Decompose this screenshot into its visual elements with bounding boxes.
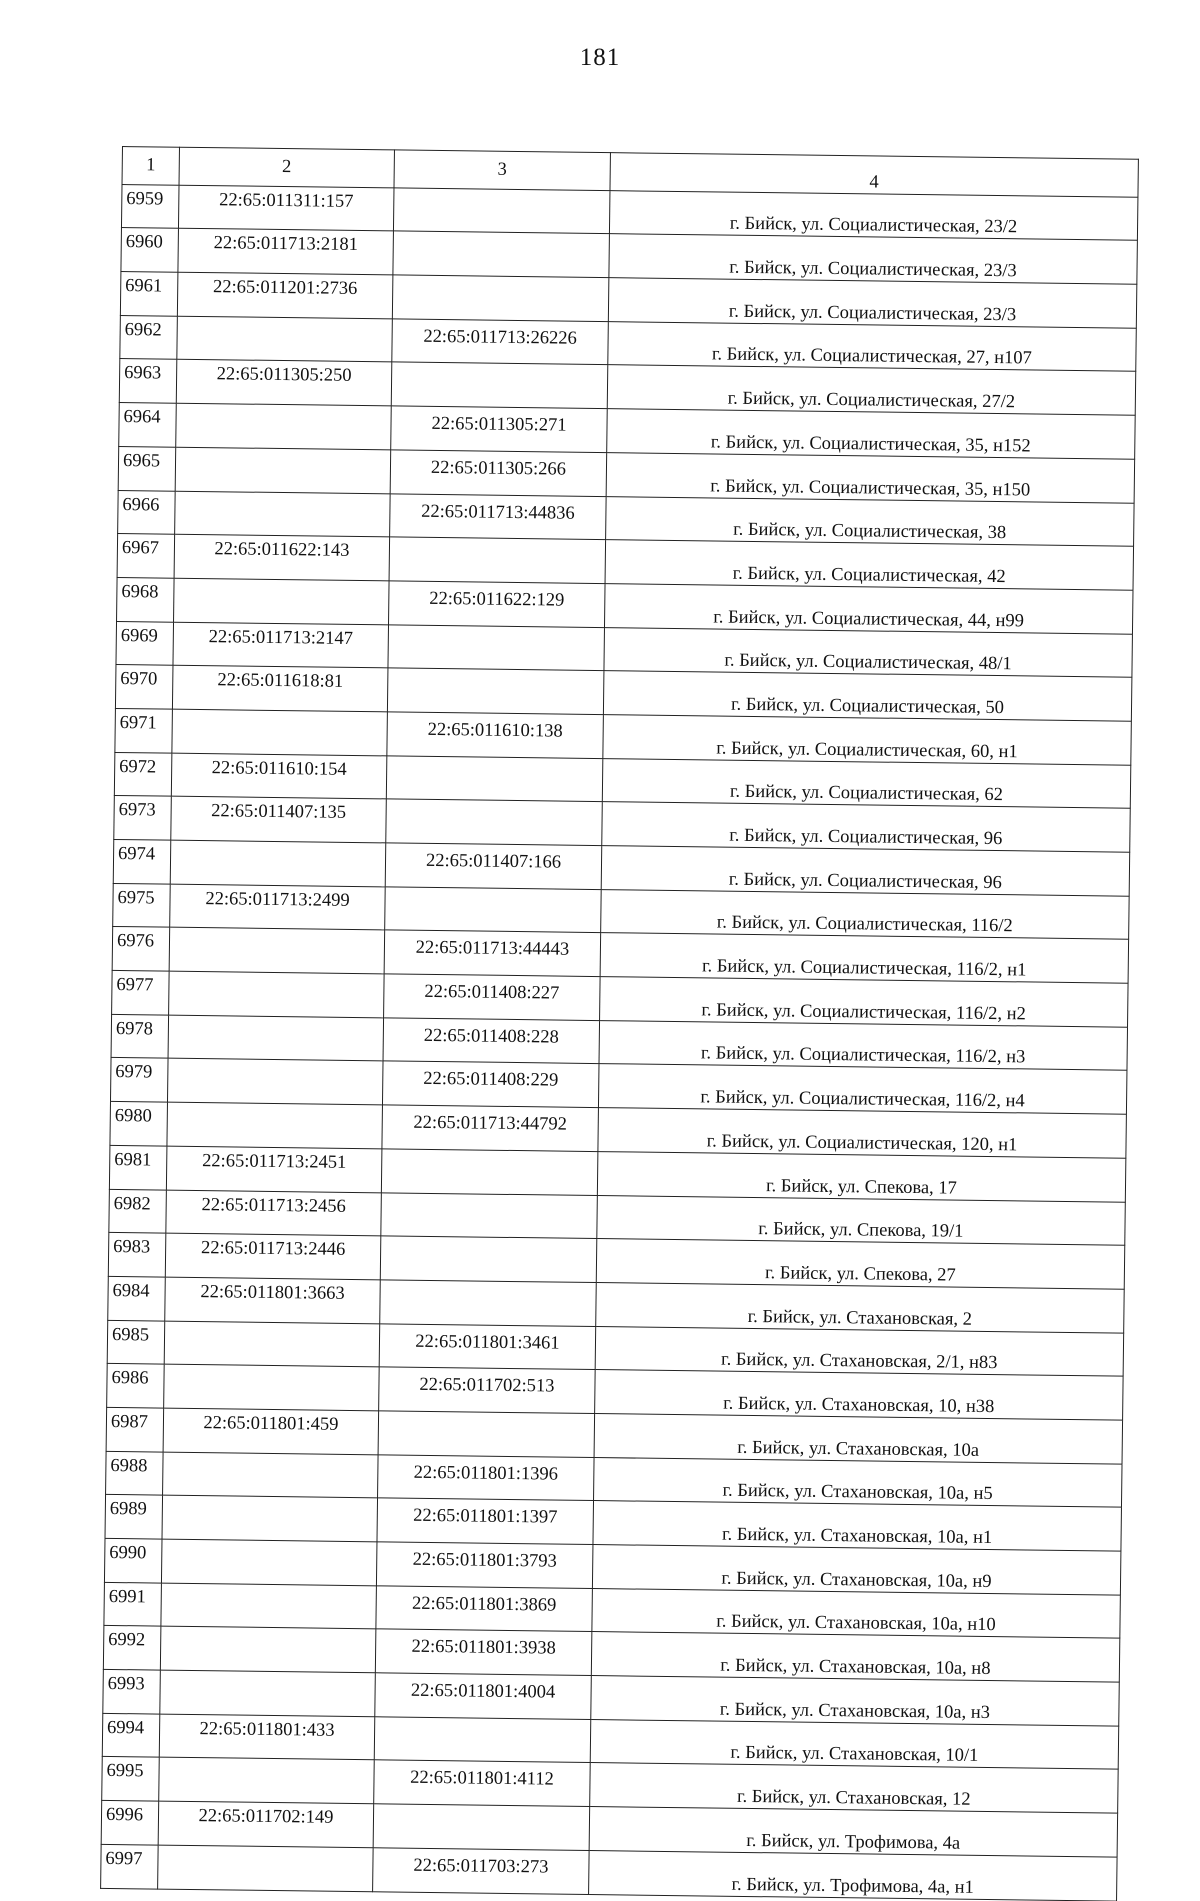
cadastral-number-col2 (170, 840, 386, 886)
cadastral-number-col3 (381, 1192, 598, 1238)
address: г. Бийск, ул. Стахановская, 10, н38 (595, 1370, 1124, 1420)
row-number: 6959 (121, 184, 179, 228)
address: г. Бийск, ул. Стахановская, 10а, н9 (592, 1545, 1121, 1595)
row-number: 6992 (103, 1626, 161, 1670)
row-number: 6979 (110, 1058, 168, 1102)
row-number: 6983 (108, 1233, 166, 1277)
address: г. Бийск, ул. Трофимова, 4а (589, 1807, 1118, 1857)
cadastral-number-col2 (169, 928, 385, 974)
address: г. Бийск, ул. Стахановская, 10а, н3 (591, 1676, 1120, 1726)
row-number: 6981 (109, 1145, 167, 1189)
cadastral-number-col2: 22:65:011801:433 (159, 1714, 375, 1760)
address: г. Бийск, ул. Социалистическая, 120, н1 (598, 1108, 1127, 1158)
address: г. Бийск, ул. Стахановская, 10а, н10 (592, 1588, 1121, 1638)
address: г. Бийск, ул. Стахановская, 2 (596, 1282, 1125, 1332)
cadastral-number-col2: 22:65:011713:2499 (170, 884, 386, 930)
address: г. Бийск, ул. Социалистическая, 62 (602, 758, 1131, 808)
address: г. Бийск, ул. Спекова, 17 (597, 1151, 1126, 1201)
address: г. Бийск, ул. Социалистическая, 44, н99 (604, 583, 1133, 633)
address: г. Бийск, ул. Социалистическая, 50 (603, 671, 1132, 721)
cadastral-number-col3: 22:65:011305:271 (391, 406, 608, 452)
cadastral-number-col3: 22:65:011713:44443 (384, 930, 601, 976)
row-number: 6980 (110, 1102, 168, 1146)
cadastral-number-col2: 22:65:011618:81 (172, 665, 388, 711)
address: г. Бийск, ул. Социалистическая, 23/3 (609, 234, 1138, 284)
cadastral-number-col3: 22:65:011801:4004 (375, 1673, 592, 1719)
cadastral-number-col3: 22:65:011702:513 (379, 1367, 596, 1413)
row-number: 6975 (113, 883, 171, 927)
cadastral-number-col3: 22:65:011801:4112 (374, 1760, 591, 1806)
row-number: 6987 (106, 1407, 164, 1451)
row-number: 6968 (117, 577, 175, 621)
cadastral-number-col2: 22:65:011713:2446 (165, 1233, 381, 1279)
row-number: 6993 (103, 1669, 161, 1713)
page-number: 181 (579, 44, 621, 71)
row-number: 6960 (121, 228, 179, 272)
cadastral-number-col3 (391, 362, 608, 408)
cadastral-number-col2 (169, 971, 385, 1017)
cadastral-number-col2: 22:65:011311:157 (178, 185, 394, 231)
cadastral-number-col2 (161, 1539, 377, 1585)
row-number: 6989 (105, 1495, 163, 1539)
cadastral-number-col3: 22:65:011407:166 (385, 843, 602, 889)
row-number: 6969 (116, 621, 174, 665)
cadastral-number-col2 (162, 1495, 378, 1541)
row-number: 6971 (115, 708, 173, 752)
address: г. Бийск, ул. Социалистическая, 116/2, н4 (598, 1064, 1127, 1114)
row-number: 6996 (101, 1801, 159, 1845)
cadastral-number-col2 (176, 403, 392, 449)
header-col-4: 4 (610, 153, 1138, 197)
cadastral-number-col2: 22:65:011713:2147 (173, 622, 389, 668)
header-col-3: 3 (394, 150, 610, 190)
cadastral-number-col3 (386, 756, 603, 802)
row-number: 6982 (109, 1189, 167, 1233)
cadastral-number-col2 (160, 1626, 376, 1672)
cadastral-number-col3 (388, 624, 605, 670)
row-number: 6967 (117, 534, 175, 578)
address: г. Бийск, ул. Спекова, 19/1 (597, 1195, 1126, 1245)
cadastral-number-col2 (174, 578, 390, 624)
cadastral-number-col2 (160, 1670, 376, 1716)
cadastral-number-col2: 22:65:011622:143 (174, 534, 390, 580)
cadastral-number-col3: 22:65:011622:129 (389, 581, 606, 627)
cadastral-number-col2 (175, 491, 391, 537)
cadastral-number-col2 (159, 1758, 375, 1804)
row-number: 6974 (113, 839, 171, 883)
cadastral-number-col3: 22:65:011713:26226 (392, 319, 609, 365)
row-number: 6963 (119, 359, 177, 403)
cadastral-number-col3: 22:65:011408:229 (382, 1061, 599, 1107)
row-number: 6976 (112, 927, 170, 971)
address: г. Бийск, ул. Социалистическая, 116/2, н2 (600, 977, 1129, 1027)
cadastral-number-col3: 22:65:011713:44792 (382, 1105, 599, 1151)
row-number: 6972 (114, 752, 172, 796)
row-number: 6985 (107, 1320, 165, 1364)
cadastral-number-col3 (374, 1717, 591, 1763)
cadastral-number-col2: 22:65:011801:3663 (165, 1277, 381, 1323)
address: г. Бийск, ул. Стахановская, 12 (590, 1763, 1119, 1813)
cadastral-number-col2 (164, 1364, 380, 1410)
cadastral-number-col2 (175, 447, 391, 493)
cadastral-number-col3 (380, 1236, 597, 1282)
address: г. Бийск, ул. Социалистическая, 35, н150 (606, 452, 1135, 502)
cadastral-number-col3: 22:65:011703:273 (373, 1848, 590, 1894)
row-number: 6994 (102, 1713, 160, 1757)
cadastral-number-col3 (393, 188, 610, 234)
cadastral-number-col3: 22:65:011305:266 (390, 450, 607, 496)
row-number: 6984 (108, 1276, 166, 1320)
address: г. Бийск, ул. Социалистическая, 42 (605, 540, 1134, 590)
address: г. Бийск, ул. Стахановская, 10/1 (590, 1719, 1119, 1769)
row-number: 6986 (107, 1364, 165, 1408)
row-number: 6997 (101, 1844, 159, 1888)
address: г. Бийск, ул. Социалистическая, 48/1 (604, 627, 1133, 677)
address: г. Бийск, ул. Спекова, 27 (596, 1239, 1125, 1289)
address: г. Бийск, ул. Социалистическая, 27/2 (607, 365, 1136, 415)
address: г. Бийск, ул. Социалистическая, 27, н107 (608, 321, 1137, 371)
row-number: 6995 (102, 1757, 160, 1801)
cadastral-number-col2 (163, 1452, 379, 1498)
register-sheet (100, 146, 1138, 1901)
address: г. Бийск, ул. Социалистическая, 96 (601, 846, 1130, 896)
row-number: 6966 (118, 490, 176, 534)
cadastral-number-col2: 22:65:011801:459 (163, 1408, 379, 1454)
table-body (101, 184, 1138, 1900)
address: г. Бийск, ул. Стахановская, 10а, н8 (591, 1632, 1120, 1682)
cadastral-number-col3: 22:65:011801:3793 (376, 1542, 593, 1588)
cadastral-number-col2: 22:65:011407:135 (171, 796, 387, 842)
cadastral-number-col2 (168, 1015, 384, 1061)
cadastral-number-col2 (167, 1059, 383, 1105)
row-number: 6990 (104, 1538, 162, 1582)
cadastral-number-col3 (387, 668, 604, 714)
address: г. Бийск, ул. Трофимова, 4а, н1 (589, 1850, 1118, 1900)
address: г. Бийск, ул. Стахановская, 10а (594, 1413, 1123, 1463)
cadastral-number-col3: 22:65:011408:227 (384, 974, 601, 1020)
cadastral-number-col3: 22:65:011408:228 (383, 1018, 600, 1064)
cadastral-number-col2 (172, 709, 388, 755)
cadastral-number-col3: 22:65:011610:138 (387, 712, 604, 758)
address: г. Бийск, ул. Социалистическая, 116/2 (601, 889, 1130, 939)
cadastral-number-col3 (393, 231, 610, 277)
row-number: 6978 (111, 1014, 169, 1058)
row-number: 6962 (120, 315, 178, 359)
cadastral-number-col3 (386, 799, 603, 845)
cadastral-number-col2: 22:65:011610:154 (171, 753, 387, 799)
cadastral-number-col2: 22:65:011702:149 (158, 1801, 374, 1847)
cadastral-number-col3 (389, 537, 606, 583)
header-col-2: 2 (179, 147, 394, 187)
row-number: 6977 (112, 971, 170, 1015)
header-col-1: 1 (122, 147, 179, 185)
row-number: 6964 (119, 403, 177, 447)
cadastral-number-col2 (161, 1583, 377, 1629)
row-number: 6973 (114, 796, 172, 840)
cadastral-number-col2 (158, 1845, 374, 1891)
cadastral-number-col3: 22:65:011801:1396 (378, 1454, 595, 1500)
address: г. Бийск, ул. Социалистическая, 38 (606, 496, 1135, 546)
address: г. Бийск, ул. Социалистическая, 116/2, н3 (599, 1020, 1128, 1070)
row-number: 6988 (106, 1451, 164, 1495)
cadastral-number-col3: 22:65:011801:3461 (379, 1323, 596, 1369)
cadastral-number-col2 (177, 316, 393, 362)
cadastral-number-col2: 22:65:011713:2181 (178, 229, 394, 275)
cadastral-register-table (100, 146, 1139, 1901)
address: г. Бийск, ул. Стахановская, 10а, н5 (594, 1457, 1123, 1507)
cadastral-number-col3 (385, 887, 602, 933)
cadastral-number-col3 (381, 1149, 598, 1195)
cadastral-number-col3 (373, 1804, 590, 1850)
cadastral-number-col3 (380, 1280, 597, 1326)
cadastral-number-col2: 22:65:011713:2456 (166, 1190, 382, 1236)
row-number: 6961 (120, 272, 178, 316)
address: г. Бийск, ул. Социалистическая, 23/2 (609, 190, 1138, 240)
cadastral-number-col3: 22:65:011801:3869 (376, 1585, 593, 1631)
row-number: 6991 (104, 1582, 162, 1626)
address: г. Бийск, ул. Социалистическая, 60, н1 (603, 715, 1132, 765)
cadastral-number-col2: 22:65:011305:250 (176, 360, 392, 406)
address: г. Бийск, ул. Стахановская, 2/1, н83 (595, 1326, 1124, 1376)
cadastral-number-col3: 22:65:011713:44836 (390, 493, 607, 539)
cadastral-number-col2: 22:65:011713:2451 (166, 1146, 382, 1192)
cadastral-number-col2: 22:65:011201:2736 (177, 272, 393, 318)
address: г. Бийск, ул. Социалистическая, 116/2, н1 (600, 933, 1129, 983)
cadastral-number-col3 (378, 1411, 595, 1457)
cadastral-number-col2 (167, 1102, 383, 1148)
cadastral-number-col2 (164, 1321, 380, 1367)
cadastral-number-col3: 22:65:011801:1397 (377, 1498, 594, 1544)
row-number: 6970 (115, 665, 173, 709)
address: г. Бийск, ул. Социалистическая, 23/3 (608, 278, 1137, 328)
row-number: 6965 (118, 446, 176, 490)
cadastral-number-col3 (392, 275, 609, 321)
address: г. Бийск, ул. Социалистическая, 96 (602, 802, 1131, 852)
cadastral-number-col3: 22:65:011801:3938 (375, 1629, 592, 1675)
address: г. Бийск, ул. Социалистическая, 35, н152 (607, 409, 1136, 459)
address: г. Бийск, ул. Стахановская, 10а, н1 (593, 1501, 1122, 1551)
